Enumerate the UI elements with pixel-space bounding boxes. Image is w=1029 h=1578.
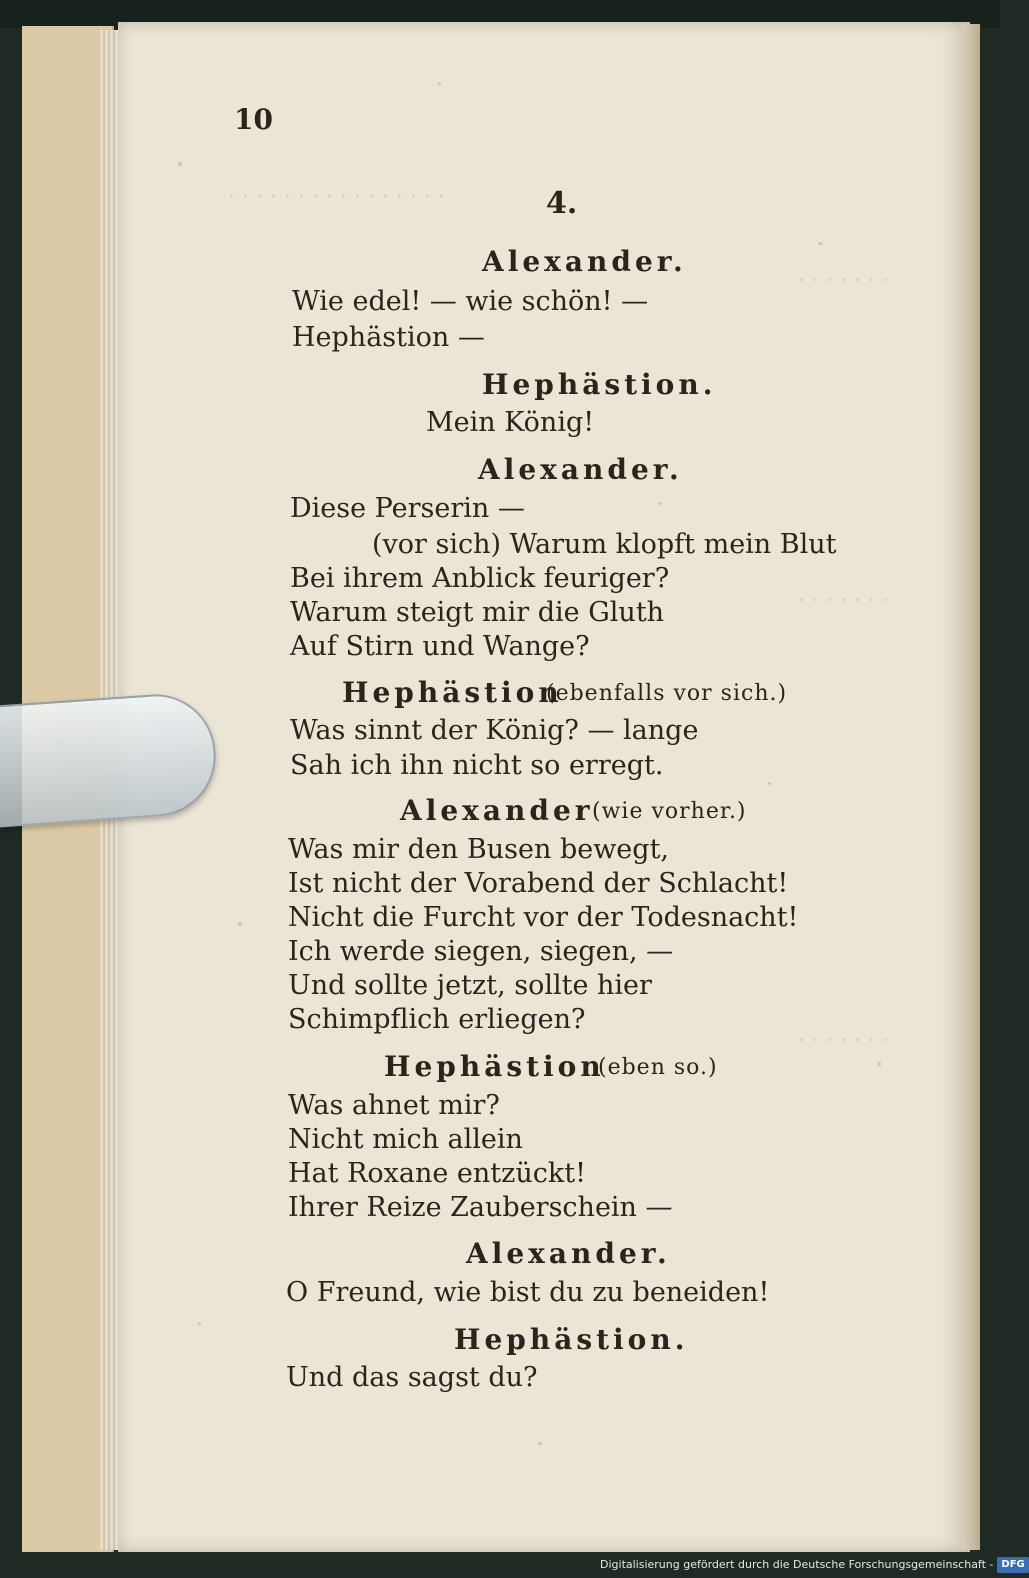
verse-line: Nicht mich allein: [288, 1124, 523, 1155]
verse-line: Bei ihrem Anblick feuriger?: [290, 563, 670, 594]
speaker-name: Alexander.: [482, 245, 687, 278]
stage-direction: (wie vorher.): [592, 799, 747, 824]
page-number: 10: [234, 103, 273, 136]
credit-text: Digitalisierung gefördert durch die Deutsche Forschungsgemeinschaft -: [600, 1558, 994, 1571]
verse-line: Diese Perserin —: [290, 493, 525, 524]
book-page: . . . . . . . . . . . . . . . . . . . . . . . . . . . . . . . . . . . . .: [118, 22, 970, 1552]
speaker-name: Alexander.: [478, 453, 683, 486]
verse-line: Ihrer Reize Zauberschein —: [288, 1192, 673, 1223]
speaker-name: Alexander.: [466, 1237, 671, 1270]
verse-line: Was sinnt der König? — lange: [290, 715, 699, 746]
stage-direction: (ebenfalls vor sich.): [546, 681, 788, 706]
dfg-logo: DFG: [997, 1557, 1028, 1573]
verse-line: Und das sagst du?: [286, 1362, 538, 1393]
digitization-credit: [600, 1554, 1025, 1576]
verse-line: Warum steigt mir die Gluth: [290, 597, 665, 628]
speaker-name: Hephästion: [384, 1050, 605, 1083]
speaker-name: Hephästion.: [454, 1323, 689, 1356]
speaker-name: Alexander: [400, 794, 594, 827]
verse-line: (vor sich) Warum klopft mein Blut: [372, 529, 837, 560]
page-right-edge: [962, 24, 980, 1550]
scene-number: 4.: [546, 186, 578, 221]
verse-line: O Freund, wie bist du zu beneiden!: [286, 1277, 770, 1308]
verse-line: Ist nicht der Vorabend der Schlacht!: [288, 868, 789, 899]
verse-line: Schimpflich erliegen?: [288, 1004, 586, 1035]
page-holder-clamp: [0, 690, 220, 827]
verse-line: Nicht die Furcht vor der Todesnacht!: [288, 902, 799, 933]
speaker-name: Hephästion: [342, 676, 563, 709]
verse-line: Was mir den Busen bewegt,: [288, 834, 670, 865]
verse-line: Mein König!: [426, 407, 595, 438]
verse-line: Was ahnet mir?: [288, 1090, 500, 1121]
verse-line: Hat Roxane entzückt!: [288, 1158, 586, 1189]
verse-line: Ich werde siegen, siegen, —: [288, 936, 674, 967]
verse-line: Wie edel! — wie schön! —: [292, 286, 649, 317]
verse-line: Und sollte jetzt, sollte hier: [288, 970, 652, 1001]
stage-direction: (eben so.): [598, 1055, 718, 1080]
verse-line: Sah ich ihn nicht so erregt.: [290, 750, 664, 781]
verse-line: Auf Stirn und Wange?: [290, 631, 590, 662]
verse-line: Hephästion —: [292, 322, 485, 353]
speaker-name: Hephästion.: [482, 368, 717, 401]
